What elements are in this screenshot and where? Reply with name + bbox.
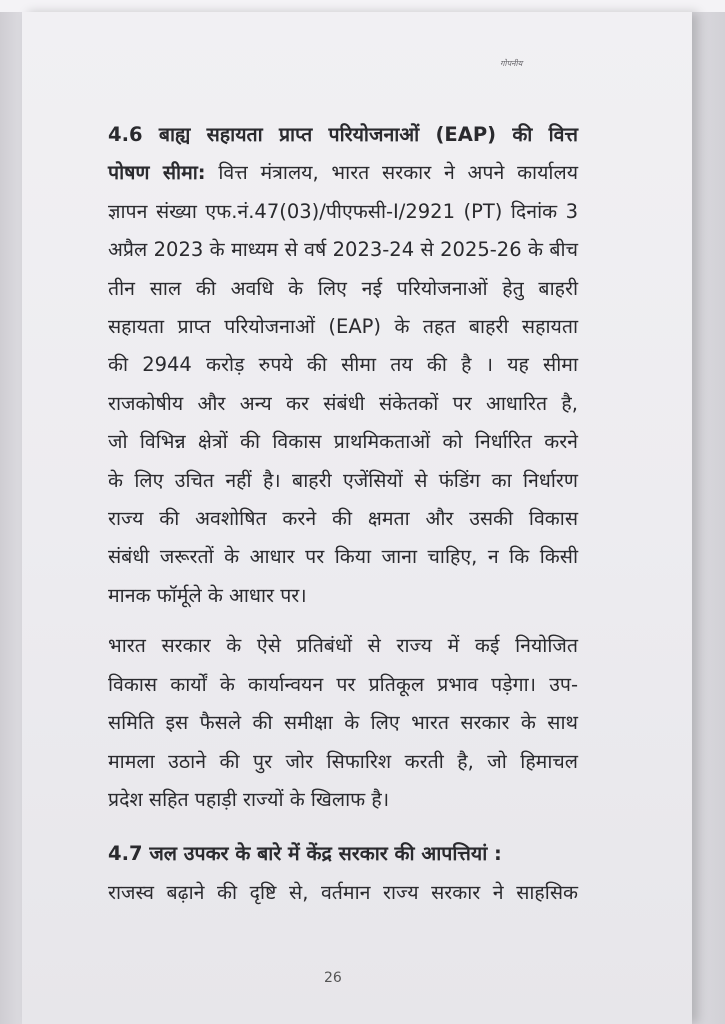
text-line: प्रदेश सहित पहाड़ी राज्यों के खिलाफ है।	[108, 787, 390, 811]
line-text: वित्त मंत्रालय, भारत सरकार ने अपने कार्यालय	[205, 161, 578, 185]
text-line: ज्ञापन संख्या एफ.नं.47(03)/पीएफसी-I/2921 (PT) दिनांक 3	[108, 199, 578, 223]
text-line: मामला उठाने की पुर जोर सिफारिश करती है, जो हिमाचल	[108, 749, 578, 773]
text-line: मानक फॉर्मूले के आधार पर।	[108, 583, 307, 607]
text-line: के लिए उचित नहीं है। बाहरी एजेंसियों से फंडिंग का निर्धारण	[108, 468, 578, 492]
top-edge	[0, 0, 725, 12]
text-line: राजकोषीय और अन्य कर संबंधी संकेतकों पर आधारित है,	[108, 391, 578, 415]
page-number: 26	[324, 970, 342, 986]
text-line: की 2944 करोड़ रुपये की सीमा तय की है । यह सीमा	[108, 353, 578, 377]
body-text	[108, 116, 578, 912]
text-line: राज्य की अवशोषित करने की क्षमता और उसकी विकास	[108, 507, 578, 531]
section-4-7	[108, 835, 578, 912]
text-line: विकास कार्यों के कार्यान्वयन पर प्रतिकूल प्रभाव पड़ेगा। उप-	[108, 672, 578, 696]
text-line: संबंधी जरूरतों के आधार पर किया जाना चाहिए, न कि किसी	[108, 545, 578, 569]
text-line: भारत सरकार के ऐसे प्रतिबंधों से राज्य में कई नियोजित	[108, 634, 578, 658]
section-heading: 4.6 बाह्य सहायता प्राप्त परियोजनाओं (EAP) की वित्त	[108, 123, 578, 146]
text-line: जो विभिन्न क्षेत्रों की विकास प्राथमिकताओं को निर्धारित करने	[108, 430, 578, 454]
section-heading-continued: पोषण सीमा:	[108, 161, 206, 185]
text-line	[108, 116, 578, 154]
text-line: अप्रैल 2023 के माध्यम से वर्ष 2023-24 से 2025-26 के बीच	[108, 238, 578, 262]
section-4-6	[108, 116, 578, 615]
section-heading: 4.7 जल उपकर के बारे में केंद्र सरकार की आपत्तियां :	[108, 842, 502, 866]
text-line: समिति इस फैसले की समीक्षा के लिए भारत सरकार के साथ	[108, 711, 578, 735]
text-line	[108, 154, 578, 192]
text-line: सहायता प्राप्त परियोजनाओं (EAP) के तहत बाहरी सहायता	[108, 315, 578, 339]
header-mark: गोपनीय	[500, 59, 523, 68]
text-line: तीन साल की अवधि के लिए नई परियोजनाओं हेतु बाहरी	[108, 276, 578, 300]
text-line: राजस्व बढ़ाने की दृष्टि से, वर्तमान राज्य सरकार ने साहसिक	[108, 880, 578, 904]
paragraph-2	[108, 627, 578, 819]
document-page	[22, 12, 692, 1024]
